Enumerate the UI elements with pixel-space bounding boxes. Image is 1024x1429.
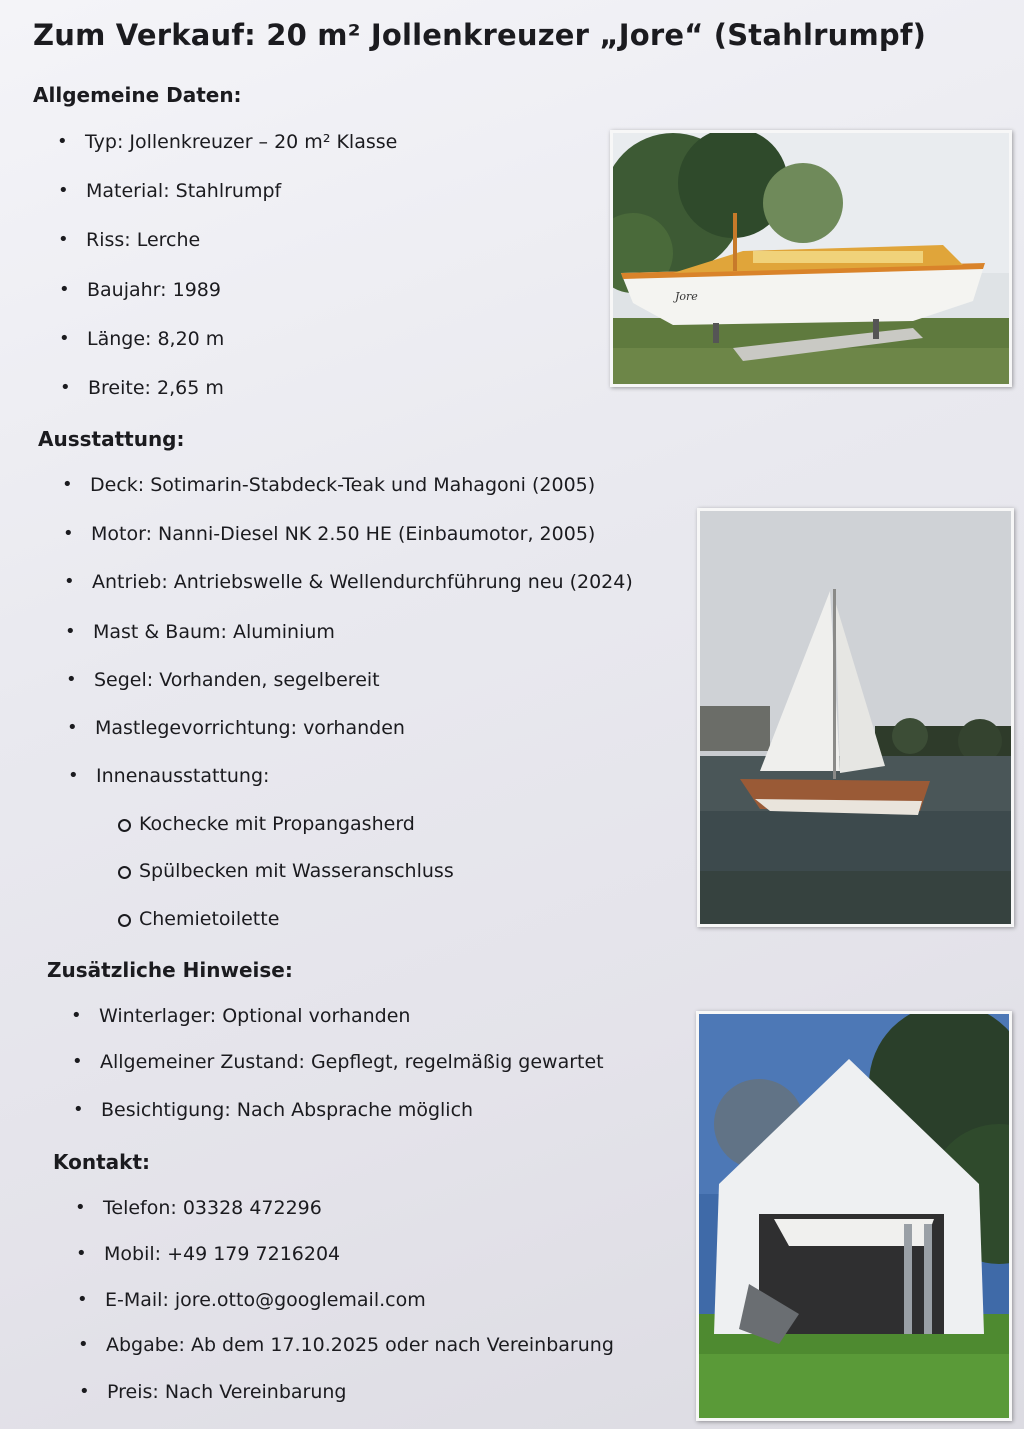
boat-name-label: Jore: [675, 290, 698, 303]
sub-list-item: Chemietoilette: [139, 908, 279, 930]
list-item: • Mastlegevorrichtung: vorhanden: [67, 717, 405, 739]
boat-on-trailer-photo: [610, 130, 1012, 387]
list-item: • Riss: Lerche: [58, 229, 201, 251]
winter-storage-tent-photo: [696, 1011, 1012, 1421]
section-heading-notes: Zusätzliche Hinweise:: [47, 958, 293, 982]
list-item: • Baujahr: 1989: [59, 279, 221, 301]
section-heading-general: Allgemeine Daten:: [33, 83, 242, 107]
list-item: • Allgemeiner Zustand: Gepflegt, regelmäßig gewartet: [72, 1051, 604, 1073]
list-item: • Preis: Nach Vereinbarung: [79, 1381, 347, 1403]
sub-list-item: Kochecke mit Propangasherd: [139, 813, 415, 835]
list-item: • Antrieb: Antriebswelle & Wellendurchführung neu (2024): [64, 571, 633, 593]
list-item: • Mobil: +49 179 7216204: [76, 1243, 341, 1265]
list-item: • Deck: Sotimarin-Stabdeck-Teak und Mahagoni (2005): [62, 474, 596, 496]
list-item: • Telefon: 03328 472296: [75, 1197, 322, 1219]
list-item: • Motor: Nanni-Diesel NK 2.50 HE (Einbaumotor, 2005): [63, 523, 596, 545]
list-item: • E-Mail: jore.otto@googlemail.com: [77, 1289, 426, 1311]
page-title: Zum Verkauf: 20 m² Jollenkreuzer „Jore“ (Stahlrumpf): [33, 18, 927, 52]
list-item: • Breite: 2,65 m: [60, 377, 224, 399]
list-item: • Innenausstattung:: [68, 765, 270, 787]
list-item: • Mast & Baum: Aluminium: [65, 621, 335, 643]
sailing-boat-photo: [697, 508, 1014, 927]
sub-list-item: Spülbecken mit Wasseranschluss: [139, 860, 454, 882]
list-item: • Winterlager: Optional vorhanden: [71, 1005, 411, 1027]
list-item: • Besichtigung: Nach Absprache möglich: [73, 1099, 474, 1121]
list-item: • Material: Stahlrumpf: [58, 180, 282, 202]
list-item: • Abgabe: Ab dem 17.10.2025 oder nach Vereinbarung: [78, 1334, 614, 1356]
list-item: • Länge: 8,20 m: [59, 328, 225, 350]
section-heading-equipment: Ausstattung:: [38, 427, 185, 451]
section-heading-contact: Kontakt:: [53, 1150, 151, 1174]
list-item: • Typ: Jollenkreuzer – 20 m² Klasse: [57, 131, 398, 153]
list-item: • Segel: Vorhanden, segelbereit: [66, 669, 380, 691]
